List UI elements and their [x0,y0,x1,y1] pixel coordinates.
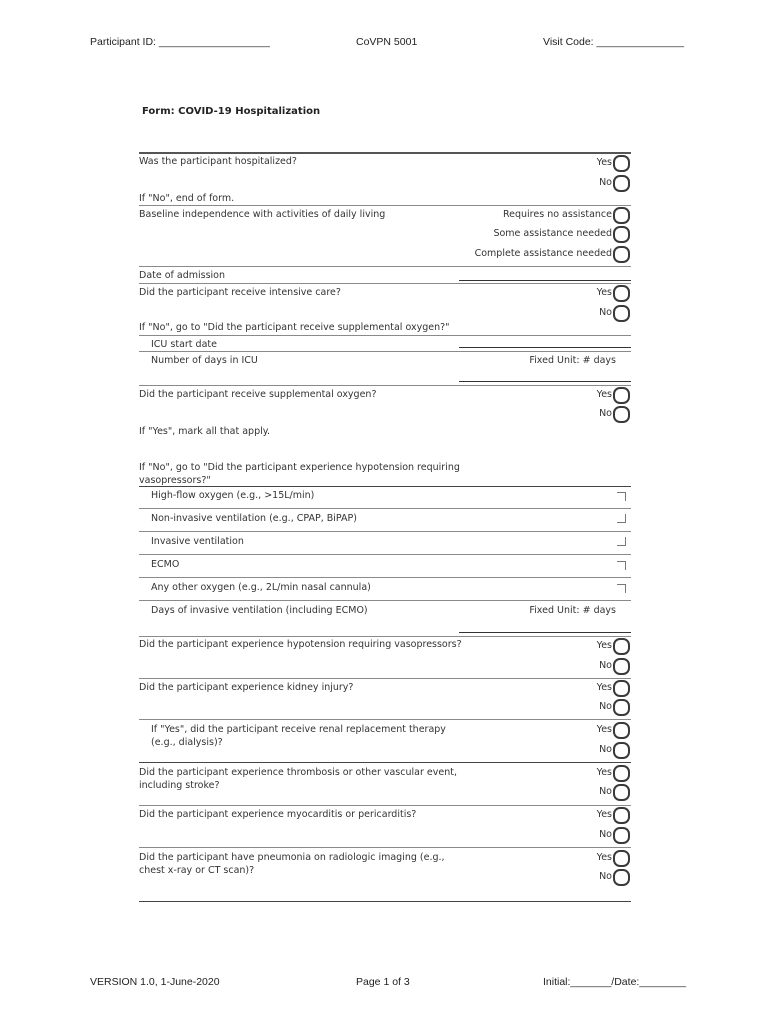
myocarditis-yes-radio[interactable] [613,807,630,824]
q-hypotension-label: Did the participant experience hypotension requiring vasopressors? [139,639,462,650]
icu-start-input[interactable] [459,347,631,348]
yes-label: Yes [596,724,612,735]
hospitalized-yes-radio[interactable] [613,155,630,172]
divider [139,636,631,637]
pneumonia-yes-radio[interactable] [613,850,630,867]
no-label: No [599,871,612,882]
high-flow-checkbox[interactable] [617,492,626,501]
divider [139,805,631,806]
hospitalized-no-radio[interactable] [613,175,630,192]
yes-label: Yes [596,640,612,651]
hypotension-no-radio[interactable] [613,658,630,675]
vent-days-unit: Fixed Unit: # days [529,605,616,616]
pneumonia-no-radio[interactable] [613,869,630,886]
yes-label: Yes [596,767,612,778]
yes-label: Yes [596,389,612,400]
participant-id-field: Participant ID: ___________________ [90,36,270,48]
yes-label: Yes [596,287,612,298]
version-text: VERSION 1.0, 1-June-2020 [90,976,220,988]
no-label: No [599,701,612,712]
kidney-yes-radio[interactable] [613,680,630,697]
q-renal-label: If "Yes", did the participant receive renal replacement therapy (e.g., dialysis)? [151,724,446,748]
note-icu-skip: If "No", go to "Did the participant receive supplemental oxygen?" [139,322,450,333]
invasive-ventilation-checkbox[interactable] [617,537,626,546]
yes-label: Yes [596,809,612,820]
divider [139,486,631,487]
icu-yes-radio[interactable] [613,285,630,302]
q-pneumonia-label: Did the participant have pneumonia on radiologic imaging (e.g., chest x-ray or CT scan)? [139,852,445,876]
oxygen-type-label: High-flow oxygen (e.g., >15L/min) [151,490,315,501]
renal-yes-radio[interactable] [613,722,630,739]
initial-date-field: Initial:_______/Date:________ [543,976,687,988]
q-thrombosis-label: Did the participant experience thrombosis or other vascular event, including stroke? [139,767,457,791]
visit-code-field: Visit Code: _______________ [543,36,685,48]
baseline-opt3-radio[interactable] [613,246,630,263]
oxygen-type-label: ECMO [151,559,180,570]
divider [139,762,631,763]
divider [139,554,631,555]
hypotension-yes-radio[interactable] [613,638,630,655]
no-label: No [599,786,612,797]
divider [139,678,631,679]
no-label: No [599,660,612,671]
non-invasive-checkbox[interactable] [617,514,626,523]
baseline-opt1-radio[interactable] [613,207,630,224]
no-label: No [599,307,612,318]
other-oxygen-checkbox[interactable] [617,584,626,593]
section-divider [139,152,631,154]
q-baseline-label: Baseline independence with activities of daily living [139,209,386,220]
q-kidney-label: Did the participant experience kidney injury? [139,682,354,693]
no-label: No [599,744,612,755]
page-number: Page 1 of 3 [356,976,410,988]
divider [139,600,631,601]
q-hospitalized-label: Was the participant hospitalized? [139,156,297,167]
oxygen-type-label: Any other oxygen (e.g., 2L/min nasal cannula) [151,582,371,593]
note-hypotension-skip: If "No", go to "Did the participant experience hypotension requiring vasopressors?" [139,462,460,486]
icu-no-radio[interactable] [613,305,630,322]
icu-days-label: Number of days in ICU [151,355,258,366]
oxygen-yes-radio[interactable] [613,387,630,404]
section-end-divider [139,901,631,902]
no-label: No [599,177,612,188]
baseline-opt2-radio[interactable] [613,226,630,243]
kidney-no-radio[interactable] [613,699,630,716]
renal-no-radio[interactable] [613,742,630,759]
q-myocarditis-label: Did the participant experience myocarditis or pericarditis? [139,809,417,820]
baseline-opt1-label: Requires no assistance [502,209,612,220]
icu-days-input[interactable] [459,381,631,382]
divider [139,508,631,509]
date-admission-input[interactable] [459,280,631,281]
divider [139,719,631,720]
divider [139,385,631,386]
baseline-opt2-label: Some assistance needed [493,228,612,239]
baseline-opt3-label: Complete assistance needed [474,248,612,259]
divider [139,531,631,532]
myocarditis-no-radio[interactable] [613,827,630,844]
vent-days-input[interactable] [459,632,631,633]
form-title: Form: COVID-19 Hospitalization [142,106,321,117]
oxygen-type-label: Invasive ventilation [151,536,244,547]
icu-start-label: ICU start date [151,339,217,350]
vent-days-label: Days of invasive ventilation (including ECMO) [151,605,368,616]
study-name: CoVPN 5001 [356,36,418,48]
divider [139,577,631,578]
no-label: No [599,829,612,840]
yes-label: Yes [596,682,612,693]
thrombosis-yes-radio[interactable] [613,765,630,782]
no-label: No [599,408,612,419]
oxygen-no-radio[interactable] [613,406,630,423]
oxygen-type-label: Non-invasive ventilation (e.g., CPAP, BiPAP) [151,513,357,524]
divider [139,266,631,267]
q-oxygen-label: Did the participant receive supplemental oxygen? [139,389,377,400]
q-icu-label: Did the participant receive intensive care? [139,287,341,298]
date-admission-label: Date of admission [139,270,226,281]
note-mark-all: If "Yes", mark all that apply. [139,426,271,437]
yes-label: Yes [596,852,612,863]
yes-label: Yes [596,157,612,168]
divider [139,283,631,284]
divider [139,335,631,336]
divider [139,205,631,206]
thrombosis-no-radio[interactable] [613,784,630,801]
ecmo-checkbox[interactable] [617,561,626,570]
divider [139,351,631,352]
icu-days-unit: Fixed Unit: # days [529,355,616,366]
divider [139,847,631,848]
note-end-of-form: If "No", end of form. [139,193,235,204]
